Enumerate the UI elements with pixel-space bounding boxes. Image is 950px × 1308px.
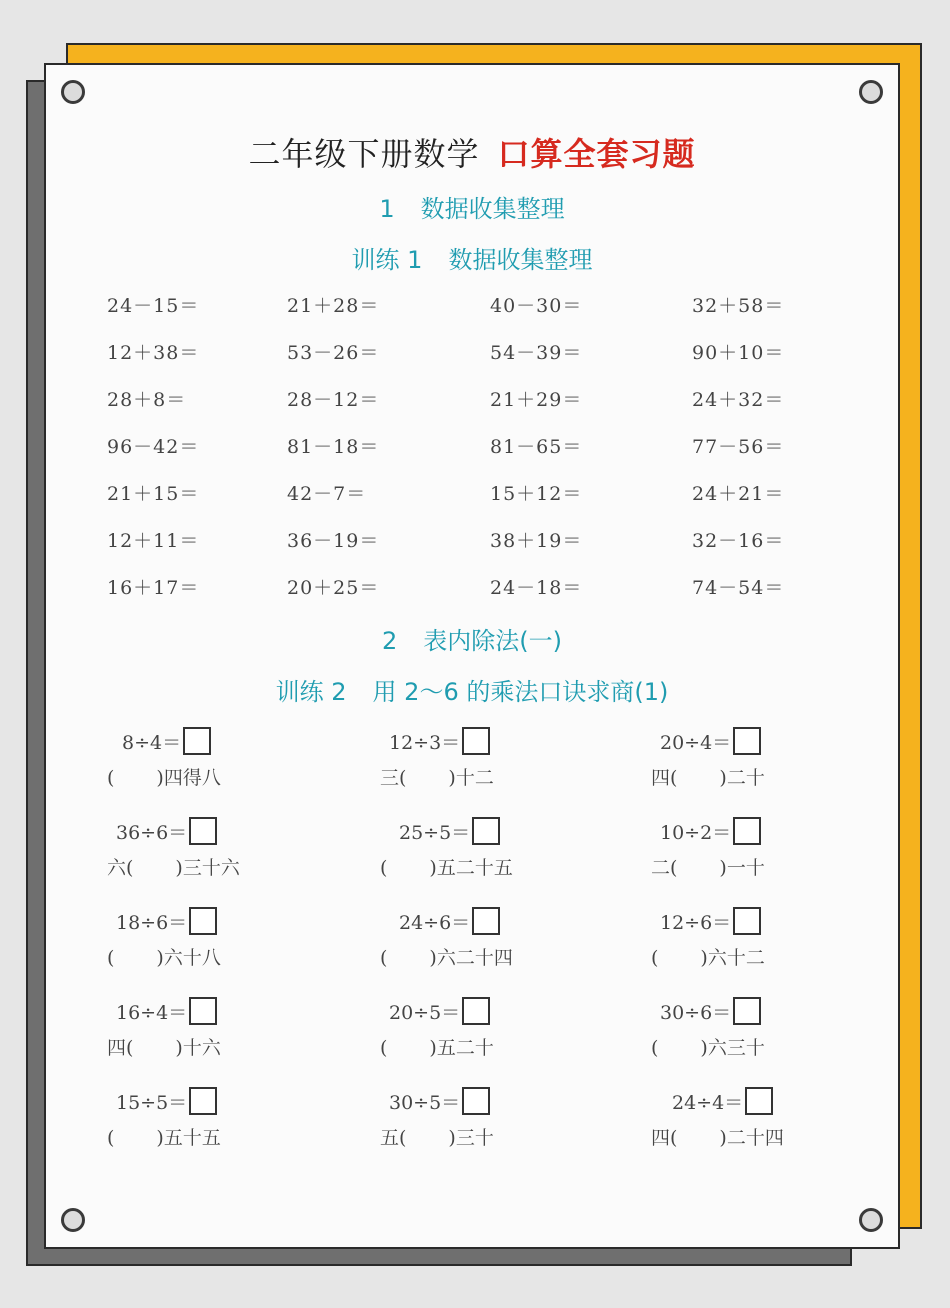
exercise-item: 74－54＝ — [692, 577, 785, 599]
division-equation — [660, 997, 761, 1025]
exercise-item: 53－26＝ — [287, 342, 380, 364]
training2-label: 训练 2 — [275, 678, 347, 706]
training1-title: 数据收集整理 — [448, 246, 593, 274]
page-title — [46, 129, 898, 175]
division-equation — [116, 1087, 217, 1115]
hint-suffix: )十二 — [448, 767, 494, 789]
multiplication-hint — [380, 763, 494, 790]
multiplication-hint — [651, 943, 765, 970]
multiplication-hint — [107, 943, 221, 970]
hint-prefix: 四( — [651, 1127, 678, 1149]
division-equation — [116, 997, 217, 1025]
hint-suffix: )十六 — [175, 1037, 221, 1059]
exercise-item: 24＋32＝ — [692, 389, 785, 411]
division-equation — [116, 907, 217, 935]
exercise-item: 16＋17＝ — [107, 577, 200, 599]
training2-title: 用 2～6 的乘法口诀求商(1) — [372, 678, 669, 706]
hint-suffix: )二十四 — [719, 1127, 784, 1149]
exercise-item: 12＋11＝ — [107, 530, 200, 552]
hint-prefix: ( — [107, 947, 115, 969]
exercise-item: 38＋19＝ — [490, 530, 583, 552]
division-equation — [399, 907, 500, 935]
hint-suffix: )五二十五 — [429, 857, 513, 879]
exercise-item: 24－18＝ — [490, 577, 583, 599]
hint-suffix: )五二十 — [429, 1037, 494, 1059]
multiplication-hint — [651, 1033, 765, 1060]
hint-prefix: 四( — [651, 767, 678, 789]
hint-suffix: )一十 — [719, 857, 765, 879]
answer-box[interactable] — [733, 817, 761, 845]
hint-suffix: )六十八 — [156, 947, 221, 969]
hint-prefix: ( — [107, 1127, 115, 1149]
exercise-item: 28＋8＝ — [107, 389, 187, 411]
division-expression: 24÷4＝ — [672, 1091, 744, 1114]
exercise-item: 20＋25＝ — [287, 577, 380, 599]
division-equation — [660, 907, 761, 935]
binder-hole-top-right — [859, 80, 883, 104]
answer-box[interactable] — [462, 1087, 490, 1115]
hint-prefix: 二( — [651, 857, 678, 879]
exercise-item: 21＋28＝ — [287, 295, 380, 317]
hint-prefix: ( — [107, 767, 115, 789]
hint-prefix: 五( — [380, 1127, 407, 1149]
exercise-item: 81－18＝ — [287, 436, 380, 458]
division-expression: 12÷6＝ — [660, 911, 732, 934]
division-expression: 12÷3＝ — [389, 731, 461, 754]
multiplication-hint — [651, 1123, 784, 1150]
answer-box[interactable] — [189, 907, 217, 935]
division-expression: 8÷4＝ — [122, 731, 182, 754]
division-equation — [660, 817, 761, 845]
unit2-title: 表内除法(一) — [423, 627, 562, 655]
hint-prefix: ( — [380, 1037, 388, 1059]
division-expression: 30÷6＝ — [660, 1001, 732, 1024]
title-highlight: 口算全套习题 — [497, 135, 696, 173]
title-main: 二年级下册数学 — [248, 135, 480, 173]
division-expression: 18÷6＝ — [116, 911, 188, 934]
division-expression: 20÷4＝ — [660, 731, 732, 754]
hint-prefix: ( — [651, 1037, 659, 1059]
unit1-number: 1 — [379, 195, 395, 223]
hint-prefix: 六( — [107, 857, 134, 879]
unit2-number: 2 — [381, 627, 398, 655]
multiplication-hint — [380, 853, 513, 880]
exercise-item: 54－39＝ — [490, 342, 583, 364]
answer-box[interactable] — [472, 817, 500, 845]
hint-prefix: ( — [380, 947, 388, 969]
answer-box[interactable] — [472, 907, 500, 935]
exercise-item: 15＋12＝ — [490, 483, 583, 505]
worksheet-page — [44, 63, 900, 1249]
answer-box[interactable] — [745, 1087, 773, 1115]
training1-label: 训练 1 — [351, 246, 423, 274]
division-equation — [116, 817, 217, 845]
division-expression: 16÷4＝ — [116, 1001, 188, 1024]
hint-suffix: )六十二 — [700, 947, 765, 969]
division-expression: 20÷5＝ — [389, 1001, 461, 1024]
division-expression: 25÷5＝ — [399, 821, 471, 844]
division-equation — [660, 727, 761, 755]
multiplication-hint — [651, 763, 765, 790]
division-equation — [389, 1087, 490, 1115]
exercise-item: 21＋15＝ — [107, 483, 200, 505]
hint-suffix: )四得八 — [156, 767, 221, 789]
exercise-item: 36－19＝ — [287, 530, 380, 552]
multiplication-hint — [380, 1033, 494, 1060]
hint-suffix: )六二十四 — [429, 947, 513, 969]
answer-box[interactable] — [189, 1087, 217, 1115]
answer-box[interactable] — [733, 997, 761, 1025]
multiplication-hint — [380, 943, 513, 970]
multiplication-hint — [380, 1123, 494, 1150]
division-expression: 30÷5＝ — [389, 1091, 461, 1114]
exercise-item: 81－65＝ — [490, 436, 583, 458]
hint-suffix: )五十五 — [156, 1127, 221, 1149]
binder-hole-top-left — [61, 80, 85, 104]
answer-box[interactable] — [189, 817, 217, 845]
exercise-item: 42－7＝ — [287, 483, 367, 505]
multiplication-hint — [107, 763, 221, 790]
exercise-item: 21＋29＝ — [490, 389, 583, 411]
binder-hole-bottom-left — [61, 1208, 85, 1232]
exercise-item: 24＋21＝ — [692, 483, 785, 505]
division-expression: 10÷2＝ — [660, 821, 732, 844]
answer-box[interactable] — [462, 997, 490, 1025]
division-equation — [672, 1087, 773, 1115]
unit2-heading — [46, 621, 898, 656]
training2-heading — [46, 672, 898, 707]
hint-prefix: ( — [651, 947, 659, 969]
division-expression: 36÷6＝ — [116, 821, 188, 844]
exercise-item: 24－15＝ — [107, 295, 200, 317]
hint-prefix: ( — [380, 857, 388, 879]
exercise-item: 32＋58＝ — [692, 295, 785, 317]
division-equation — [389, 997, 490, 1025]
hint-prefix: 三( — [380, 767, 407, 789]
hint-suffix: )三十 — [448, 1127, 494, 1149]
hint-suffix: )六三十 — [700, 1037, 765, 1059]
division-equation — [389, 727, 490, 755]
multiplication-hint — [107, 1123, 221, 1150]
division-equation — [122, 727, 211, 755]
answer-box[interactable] — [189, 997, 217, 1025]
exercise-item: 32－16＝ — [692, 530, 785, 552]
division-expression: 24÷6＝ — [399, 911, 471, 934]
hint-prefix: 四( — [107, 1037, 134, 1059]
exercise-item: 40－30＝ — [490, 295, 583, 317]
answer-box[interactable] — [183, 727, 211, 755]
answer-box[interactable] — [462, 727, 490, 755]
binder-hole-bottom-right — [859, 1208, 883, 1232]
training1-heading — [46, 240, 898, 275]
exercise-item: 90＋10＝ — [692, 342, 785, 364]
multiplication-hint — [107, 1033, 221, 1060]
unit1-heading — [46, 189, 898, 224]
multiplication-hint — [651, 853, 765, 880]
answer-box[interactable] — [733, 727, 761, 755]
exercise-item: 28－12＝ — [287, 389, 380, 411]
exercise-item: 77－56＝ — [692, 436, 785, 458]
hint-suffix: )二十 — [719, 767, 765, 789]
exercise-item: 96－42＝ — [107, 436, 200, 458]
unit1-title: 数据收集整理 — [420, 195, 565, 223]
answer-box[interactable] — [733, 907, 761, 935]
division-expression: 15÷5＝ — [116, 1091, 188, 1114]
hint-suffix: )三十六 — [175, 857, 240, 879]
division-equation — [399, 817, 500, 845]
exercise-item: 12＋38＝ — [107, 342, 200, 364]
multiplication-hint — [107, 853, 240, 880]
